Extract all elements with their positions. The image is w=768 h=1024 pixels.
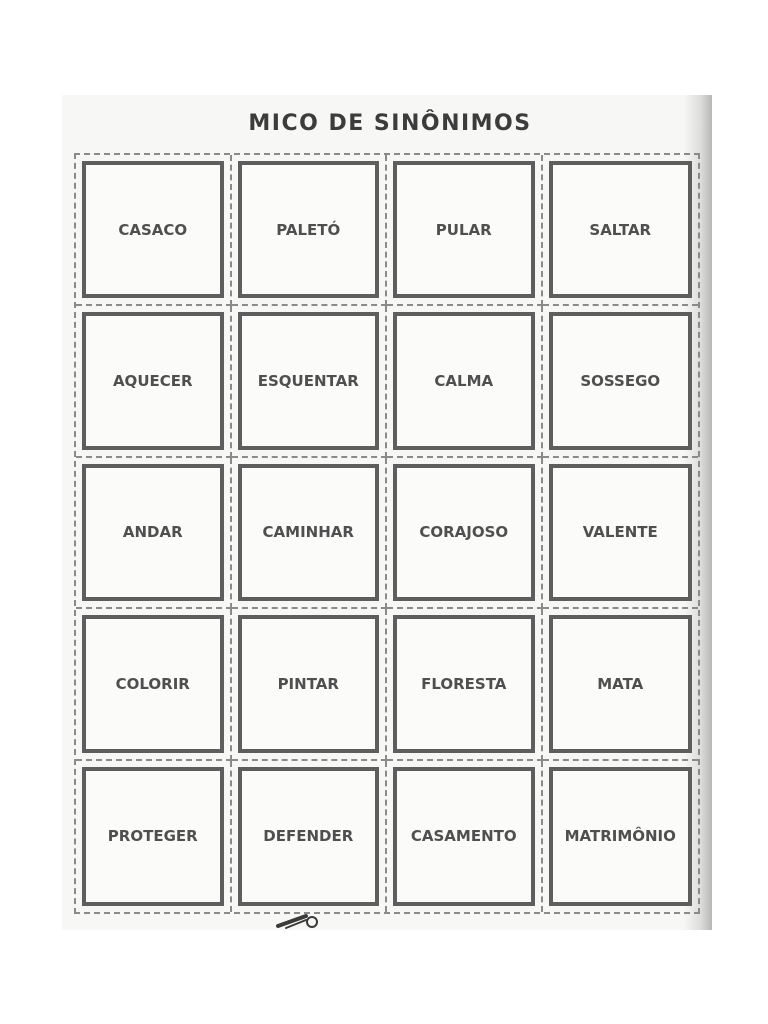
card <box>393 312 535 449</box>
card <box>238 464 380 601</box>
card-cell <box>387 458 543 609</box>
card-word: MATA <box>597 674 644 693</box>
card-cell <box>232 761 388 912</box>
card-cell <box>543 306 699 457</box>
card-cell <box>76 155 232 306</box>
card-word: SALTAR <box>589 220 652 239</box>
card <box>82 161 224 298</box>
card <box>82 767 224 906</box>
card-cell <box>232 306 388 457</box>
card <box>82 312 224 449</box>
card-word: PULAR <box>435 220 492 239</box>
card-cell <box>543 609 699 760</box>
card-cell <box>76 306 232 457</box>
card <box>238 767 380 906</box>
card-cell <box>387 155 543 306</box>
card-word: PROTEGER <box>107 827 198 846</box>
card-word: COLORIR <box>115 674 190 693</box>
card <box>549 767 693 906</box>
card-word: CASACO <box>118 220 188 239</box>
card-word: DEFENDER <box>263 827 354 846</box>
card-cell <box>232 609 388 760</box>
card-word: VALENTE <box>582 523 658 542</box>
card <box>549 464 693 601</box>
page-title: MICO DE SINÔNIMOS <box>248 111 532 136</box>
card-word: SOSSEGO <box>580 372 661 391</box>
card-word: PALETÓ <box>276 220 341 239</box>
card-word: MATRIMÔNIO <box>564 827 676 846</box>
card-grid <box>74 153 700 914</box>
card <box>238 615 380 752</box>
card-word: PINTAR <box>277 674 339 693</box>
card <box>549 615 693 752</box>
card-word: CASAMENTO <box>410 827 517 846</box>
card-word: CORAJOSO <box>419 523 509 542</box>
card-cell <box>76 761 232 912</box>
card <box>393 464 535 601</box>
card-cell <box>232 458 388 609</box>
card <box>82 464 224 601</box>
card-cell <box>232 155 388 306</box>
card-word: AQUECER <box>112 372 193 391</box>
card <box>393 615 535 752</box>
card <box>549 312 693 449</box>
card <box>238 161 380 298</box>
card <box>549 161 693 298</box>
card <box>393 767 535 906</box>
card-word: CAMINHAR <box>262 523 354 542</box>
card-cell <box>543 761 699 912</box>
card-word: FLORESTA <box>421 674 507 693</box>
card-cell <box>76 609 232 760</box>
card <box>393 161 535 298</box>
card-cell <box>543 155 699 306</box>
card <box>82 615 224 752</box>
card-cell <box>543 458 699 609</box>
card-word: CALMA <box>434 372 494 391</box>
card-cell <box>387 609 543 760</box>
card <box>238 312 380 449</box>
card-word: ANDAR <box>122 523 183 542</box>
scissors-icon <box>276 912 326 937</box>
card-cell <box>387 761 543 912</box>
card-cell <box>76 458 232 609</box>
card-cell <box>387 306 543 457</box>
card-word: ESQUENTAR <box>257 372 359 391</box>
